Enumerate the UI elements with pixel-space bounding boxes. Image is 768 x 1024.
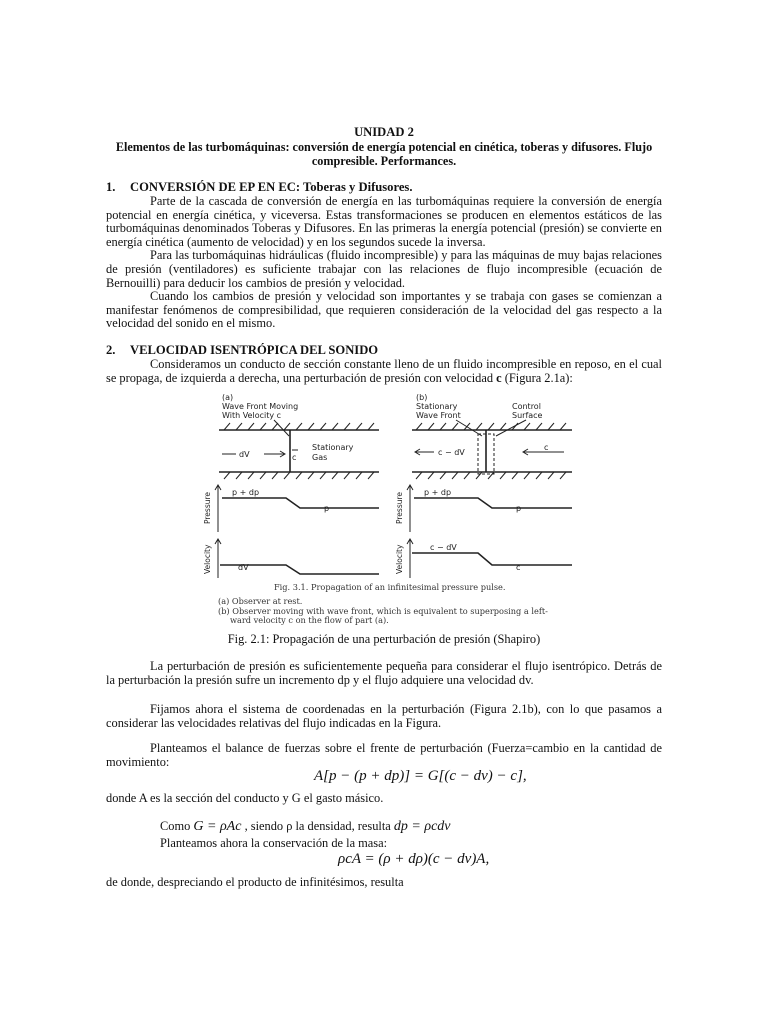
- paragraph: Cuando los cambios de presión y velocidad son importantes y se trabaja con gases se comienzan a manifestar fenómenos de compresibilidad, que requieren consideración de la velocidad del gas respecto a la velocidad del sonido en el mismo.: [106, 289, 662, 331]
- panel-b-label: Wave Front: [416, 411, 461, 420]
- unit-title: UNIDAD 2: [354, 125, 414, 139]
- figure-caption-original: Fig. 3.1. Propagation of an infinitesimal pressure pulse.: [274, 582, 506, 592]
- figure-note: (a) Observer at rest.: [218, 596, 303, 606]
- paragraph: Parte de la cascada de conversión de energía en las turbomáquinas requiere la conversión de energía potencial en energía cinética, y viceversa. Estas transformaciones se producen en elementos estáticos de las turbomáquinas denominados Toberas y Difusores. En las primeras la energía potencial (presión) se convierte en energía cinética (aumento de velocidad) y en los segundos sucede la inversa.: [106, 194, 662, 249]
- paragraph: Para las turbomáquinas hidráulicas (fluido incompresible) y para las máquinas de muy bajas relaciones de presión (ventiladores) es suficiente trabajar con las relaciones de flujo incompresible (ecuación de Bernouilli) para deducir los cambios de presión y velocidad.: [106, 248, 662, 290]
- paragraph: Planteamos el balance de fuerzas sobre el frente de perturbación (Fuerza=cambio en la cantidad de movimiento:: [106, 741, 662, 769]
- axis-velocity: Velocity: [395, 544, 404, 574]
- equation-momentum: A[p − (p + dp)] = G[(c − dv) − c],: [314, 768, 527, 784]
- gas-label: Gas: [312, 453, 328, 462]
- panel-b-label: Control: [512, 402, 541, 411]
- panel-a-tag: (a): [222, 393, 234, 402]
- paragraph: La perturbación de presión es suficientemente pequeña para considerar el flujo isentrópico. Detrás de la perturbación la presión sufre un incremento dp y el flujo adquiere una velocidad dv.: [106, 659, 662, 687]
- panel-a-label: With Velocity c: [222, 411, 282, 420]
- equation-mass-flow: G = ρAc: [193, 819, 242, 834]
- panel-b-label: Stationary: [416, 402, 458, 411]
- p-low-label: p: [324, 504, 330, 513]
- panel-a-label: Wave Front Moving: [222, 402, 299, 411]
- paragraph: Fijamos ahora el sistema de coordenadas en la perturbación (Figura 2.1b), con lo que pasamos a considerar las velocidades relativas del flujo indicadas en la Figura.: [106, 702, 662, 730]
- como-line: Como G = ρAc , siendo ρ la densidad, resulta dp = ρcdv: [160, 819, 451, 834]
- section-number: 2.: [106, 343, 116, 357]
- cdv-label: c − dV: [438, 448, 465, 457]
- paragraph: Consideramos un conducto de sección constante lleno de un fluido incompresible en reposo, en el cual se propaga, de izquierda a derecha, una perturbación de presión con velocidad c (Figura 2.1a):: [106, 357, 662, 385]
- p-low-label: p: [516, 504, 522, 513]
- body-paragraph-2: [106, 703, 662, 730]
- v-label: dV: [238, 563, 249, 572]
- body-paragraph-1: [106, 660, 662, 687]
- dv-label: dV: [239, 450, 250, 459]
- axis-velocity: Velocity: [203, 544, 212, 574]
- shapiro-figure: [194, 390, 574, 626]
- section-2-heading: [106, 343, 378, 358]
- p-high-label: p + dp: [232, 488, 260, 497]
- equation-continuity: ρcA = (ρ + dρ)(c − dv)A,: [338, 851, 490, 867]
- panel-b-label: Surface: [512, 411, 543, 420]
- velocity-symbol: c: [496, 370, 502, 385]
- axis-pressure: Pressure: [395, 491, 404, 524]
- body-paragraph-6: de donde, despreciando el producto de infinitésimos, resulta: [106, 875, 404, 889]
- v-low-label: c: [516, 563, 521, 572]
- body-paragraph-3: [106, 742, 662, 769]
- figure-note: (b) Observer moving with wave front, which is equivalent to superposing a left-: [218, 606, 548, 616]
- section-number: 1.: [106, 180, 116, 194]
- panel-b-tag: (b): [416, 393, 428, 402]
- c-label: c: [292, 453, 297, 462]
- gas-label: Stationary: [312, 443, 354, 452]
- c-label: c: [544, 443, 549, 452]
- section-2-intro: [106, 358, 662, 385]
- section-title: VELOCIDAD ISENTRÓPICA DEL SONIDO: [130, 343, 379, 357]
- body-paragraph-4: donde A es la sección del conducto y G el gasto másico.: [106, 791, 384, 805]
- section-1-heading: [106, 180, 412, 195]
- equation-dp: dp = ρcdv: [393, 819, 451, 834]
- section-title: CONVERSIÓN DE EP EN EC: Toberas y Difusores.: [130, 180, 413, 194]
- body-paragraph-5: Planteamos ahora la conservación de la masa:: [160, 836, 388, 850]
- figure-note: ward velocity c on the flow of part (a).: [230, 615, 389, 625]
- v-high-label: c − dV: [430, 543, 457, 552]
- figure-caption: Fig. 2.1: Propagación de una perturbación de presión (Shapiro): [227, 632, 541, 646]
- axis-pressure: Pressure: [203, 491, 212, 524]
- p-high-label: p + dp: [424, 488, 452, 497]
- unit-subtitle: Elementos de las turbomáquinas: conversión de energía potencial en cinética, toberas y difusores. Flujo compresible. Performances.: [115, 140, 653, 168]
- section-1-body: [106, 195, 662, 331]
